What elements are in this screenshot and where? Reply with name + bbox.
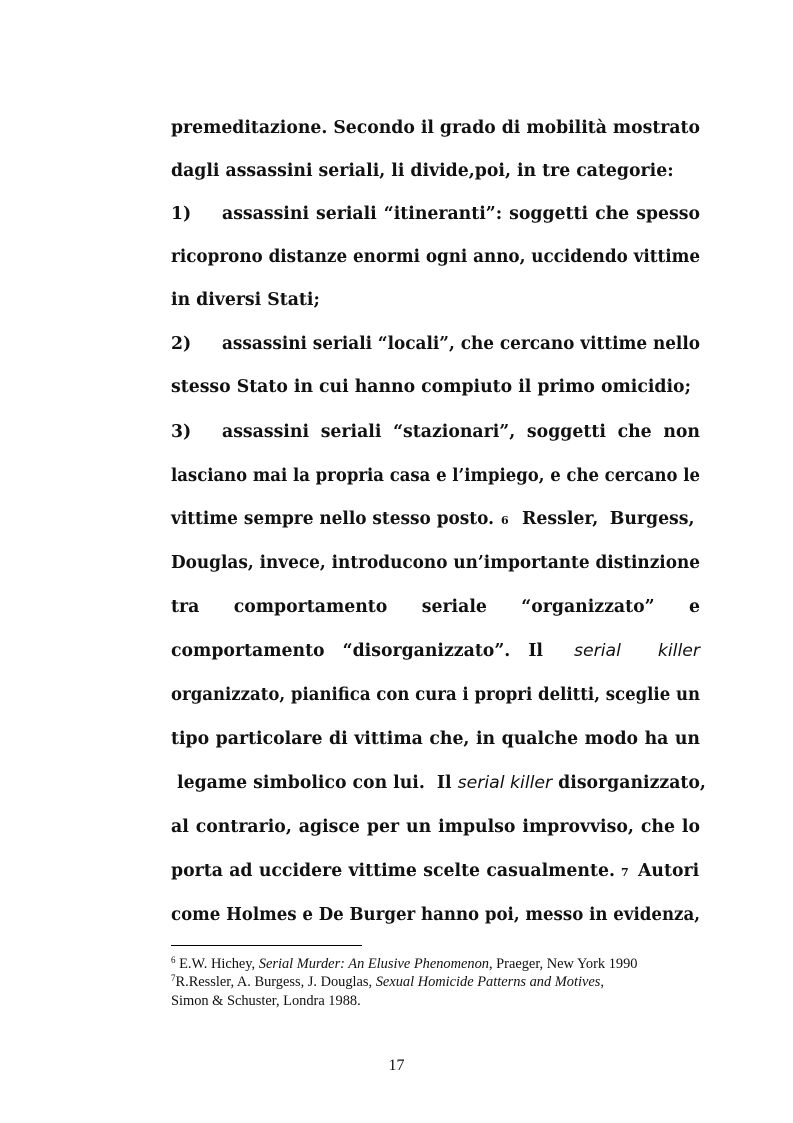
- page-number: 17: [388, 1057, 405, 1074]
- body-line-16: [171, 773, 706, 793]
- body-line-text: tra comportamento seriale “organizzato” e: [171, 597, 700, 617]
- list-item-line: assassini seriali “stazionari”, soggetti che non: [222, 422, 700, 442]
- body-line-text: disorganizzato,: [552, 773, 706, 793]
- body-line-text: in diversi Stati;: [171, 290, 320, 310]
- body-line-text: ricoprono distanze enormi ogni anno, uccidendo vittime: [171, 247, 700, 267]
- body-line-segment: [171, 641, 543, 661]
- footnote-text: E.W. Hichey,: [175, 956, 259, 972]
- body-line-text: premeditazione. Secondo il grado di mobilità mostrato: [171, 118, 700, 138]
- footnote-6: [171, 955, 711, 973]
- body-line-13: [171, 641, 700, 661]
- footnote-text: , Praeger, New York 1990: [488, 956, 638, 972]
- body-line-text: lasciano mai la propria casa e l’impiego, e che cercano le: [171, 466, 700, 486]
- footnote-text: R.Ressler, A. Burgess, J. Douglas,: [175, 974, 376, 990]
- body-line-text: legame simbolico con lui. Il: [171, 773, 458, 793]
- body-line-segment: [171, 861, 615, 881]
- list-item-line: assassini seriali “itineranti”: soggetti che spesso: [222, 204, 700, 224]
- body-line-text: come Holmes e De Burger hanno poi, messo in evidenza,: [171, 905, 700, 925]
- body-line-text: tipo particolare di vittima che, in qualche modo ha un: [171, 729, 700, 749]
- body-line-14: [171, 685, 700, 705]
- italic-term: serial killer: [457, 773, 553, 793]
- footnote-title: Sexual Homicide Patterns and Motives: [375, 974, 601, 990]
- body-line-segment: [171, 509, 494, 529]
- footnote-mark: 7: [171, 973, 176, 983]
- list-item-number: 2): [171, 334, 192, 354]
- list-item-text: [222, 334, 700, 354]
- footnote-7-continued: [171, 992, 711, 1010]
- body-line-text: Ressler, Burgess,: [522, 509, 695, 529]
- body-line-5: [171, 290, 700, 310]
- body-line-18: porta ad uccidere vittime scelte casualmente. 7 Autori: [171, 861, 700, 881]
- footnote-mark: 6: [171, 955, 176, 965]
- footnote-title: Serial Murder: An Elusive Phenomenon: [258, 956, 489, 972]
- list-item-text: [222, 204, 700, 224]
- body-line-text: comportamento “disorganizzato”. Il: [171, 641, 543, 661]
- body-line-17: [171, 817, 700, 837]
- body-line-4: [171, 247, 700, 267]
- body-line-text: al contrario, agisce per un impulso improvviso, che lo: [171, 817, 700, 837]
- body-line-10: vittime sempre nello stesso posto. 6 Ressler, Burgess,: [171, 509, 700, 529]
- body-line-segment: [574, 641, 700, 661]
- body-line-12: [171, 597, 700, 617]
- list-item-number: 1): [171, 204, 192, 224]
- italic-term: serial killer: [574, 641, 700, 661]
- body-line-text: organizzato, pianifica con cura i propri delitti, sceglie un: [171, 685, 700, 705]
- list-item-3: [171, 422, 700, 442]
- body-line-2: [171, 161, 700, 181]
- body-line-text: vittime sempre nello stesso posto.: [171, 509, 494, 529]
- body-line-text: dagli assassini seriali, li divide,poi, in tre categorie:: [171, 161, 674, 181]
- list-item-1: [171, 204, 700, 224]
- body-line-segment: [638, 861, 700, 881]
- body-line-text: porta ad uccidere vittime scelte casualmente.: [171, 861, 615, 881]
- footnote-text: Simon & Schuster, Londra 1988.: [171, 993, 361, 1009]
- footnote-7: [171, 973, 711, 991]
- footnote-separator: [171, 945, 362, 946]
- body-line-15: [171, 729, 700, 749]
- body-line-text: Douglas, invece, introducono un’importante distinzione: [171, 553, 700, 573]
- body-line-9: [171, 466, 700, 486]
- body-line-1: [171, 118, 700, 138]
- body-line-text: stesso Stato in cui hanno compiuto il primo omicidio;: [171, 377, 691, 397]
- list-item-number: 3): [171, 422, 192, 442]
- body-line-text: Autori: [638, 861, 700, 881]
- list-item-line: assassini seriali “locali”, che cercano vittime nello: [222, 334, 700, 354]
- body-line-11: [171, 553, 700, 573]
- list-item-text: [222, 422, 700, 442]
- list-item-2: [171, 334, 700, 354]
- body-line-7: [171, 377, 700, 397]
- body-line-segment: [522, 509, 700, 529]
- footnote-text: ,: [600, 974, 604, 990]
- body-line-19: [171, 905, 700, 925]
